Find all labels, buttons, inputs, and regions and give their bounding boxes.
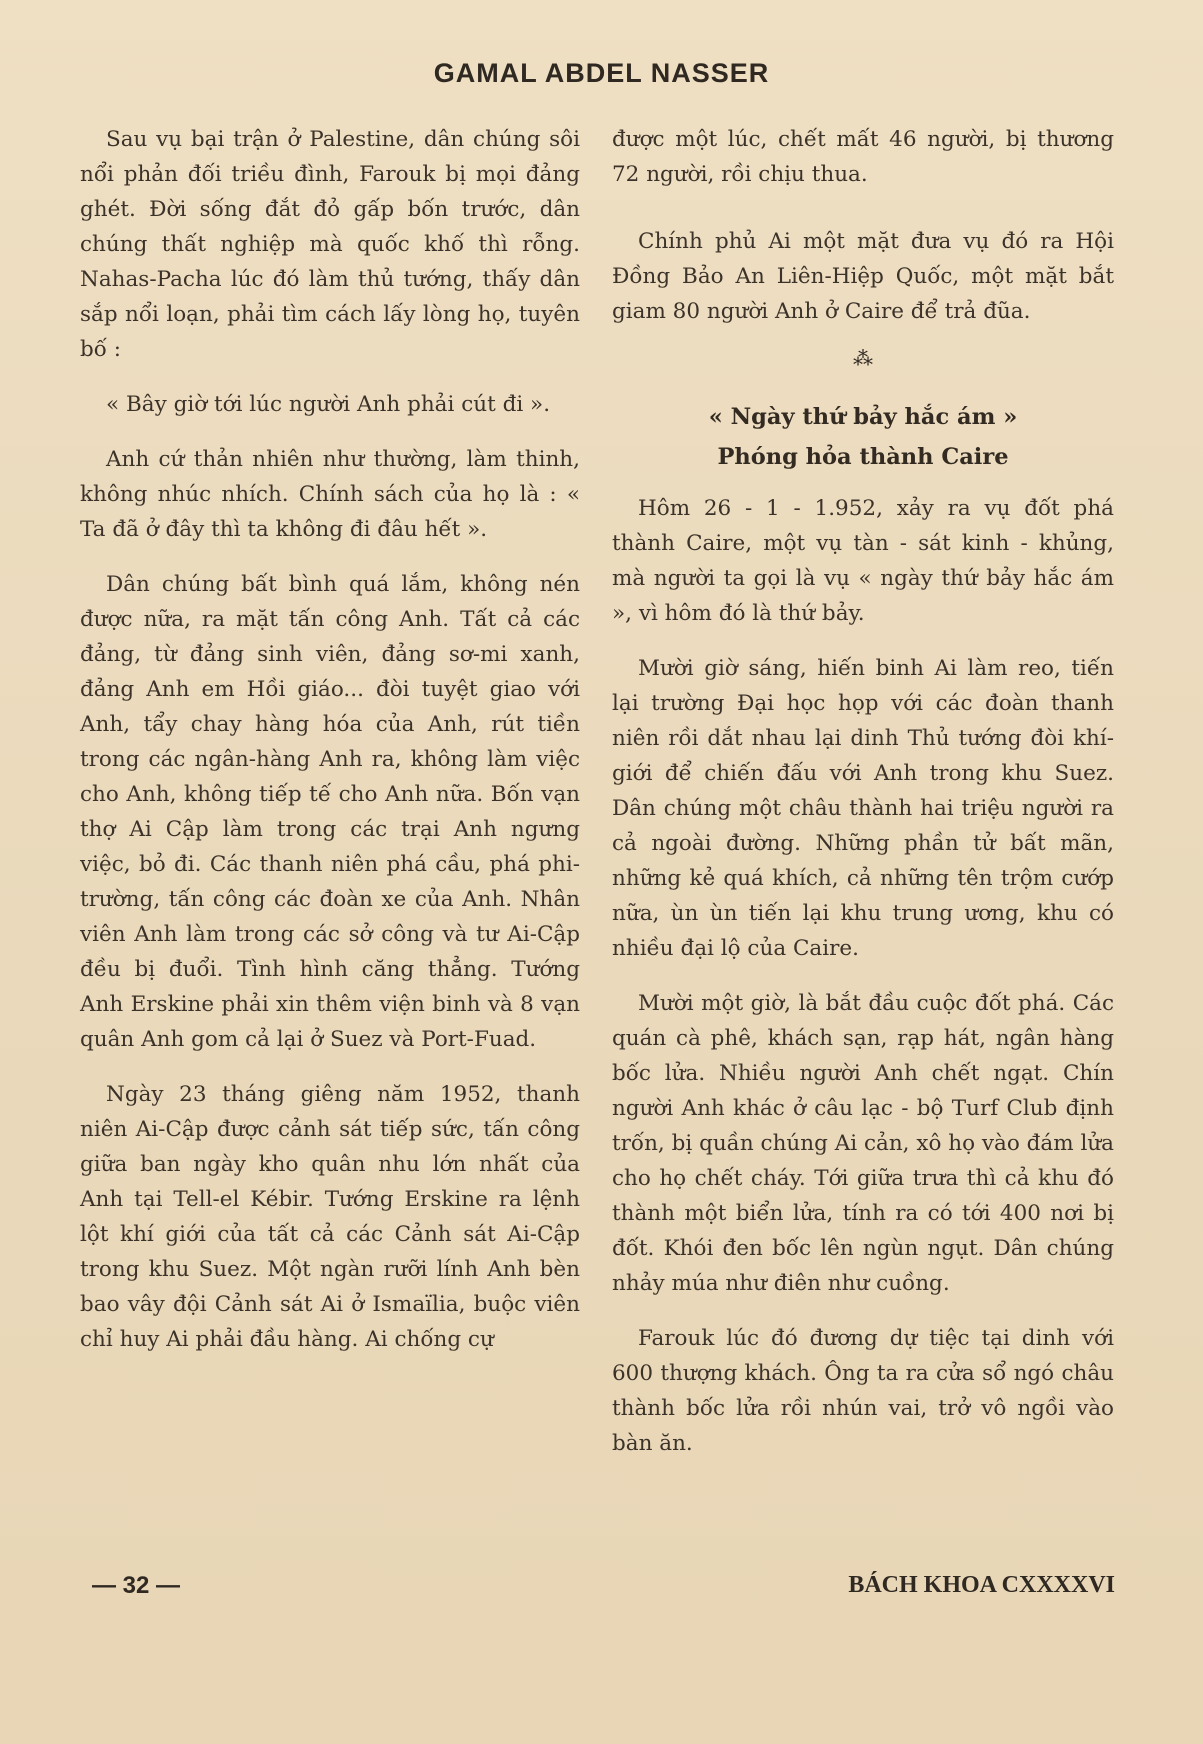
publication-title: BÁCH KHOA CXXXXVI bbox=[848, 1572, 1115, 1598]
paragraph: Chính phủ Ai một mặt đưa vụ đó ra Hội Đồng Bảo An Liên-Hiệp Quốc, một mặt bắt giam 80 người Anh ở Caire để trả đũa. bbox=[612, 229, 1114, 324]
paragraph: Dân chúng bất bình quá lắm, không nén được nữa, ra mặt tấn công Anh. Tất cả các đảng, từ đảng sinh viên, đảng sơ-mi xanh, đảng Anh em Hồi giáo... đòi tuyệt giao với Anh, tẩy chay hàng hóa của Anh, rút tiền trong các ngân-hàng Anh ra, không làm việc cho Anh, không tiếp tế cho Anh nữa. Bốn vạn thợ Ai Cập làm trong các trại Anh ngưng việc, bỏ đi. Các thanh niên phá cầu, phá phi-trường, tấn công các đoàn xe của Anh. Nhân viên Anh làm trong các sở công và tư Ai-Cập đều bị đuổi. Tình hình căng thẳng. Tướng Anh Erskine phải xin thêm viện binh và 8 vạn quân Anh gom cả lại ở Suez và Port-Fuad. bbox=[80, 572, 580, 1052]
section-ornament: ⁂ bbox=[853, 346, 873, 370]
right-column bbox=[612, 122, 1114, 1481]
left-column bbox=[80, 122, 580, 1377]
quote-paragraph: « Bây giờ tới lúc người Anh phải cút đi ». bbox=[106, 392, 551, 417]
paragraph: Sau vụ bại trận ở Palestine, dân chúng sôi nổi phản đối triều đình, Farouk bị mọi đảng ghét. Đời sống đắt đỏ gấp bốn trước, dân chúng thất nghiệp mà quốc khố thì rỗng. Nahas-Pacha lúc đó làm thủ tướng, thấy dân sắp nổi loạn, phải tìm cách lấy lòng họ, tuyên bố : bbox=[80, 127, 580, 362]
running-title: GAMAL ABDEL NASSER bbox=[433, 58, 770, 88]
section-title-line: « Ngày thứ bảy hắc ám » bbox=[708, 404, 1018, 430]
section-subtitle-line: Phóng hỏa thành Caire bbox=[717, 444, 1009, 470]
paragraph: Ngày 23 tháng giêng năm 1952, thanh niên Ai-Cập được cảnh sát tiếp sức, tấn công giữa ban ngày kho quân nhu lớn nhất của Anh tại Tell-el Kébir. Tướng Erskine ra lệnh lột khí giới của tất cả các Cảnh sát Ai-Cập trong khu Suez. Một ngàn rưỡi lính Anh bèn bao vây đội Cảnh sát Ai ở Ismaïlia, buộc viên chỉ huy Ai phải đầu hàng. Ai chống cự bbox=[80, 1082, 580, 1352]
paragraph: Hôm 26 - 1 - 1.952, xảy ra vụ đốt phá thành Caire, một vụ tàn - sát kinh - khủng, mà người ta gọi là vụ « ngày thứ bảy hắc ám », vì hôm đó là thứ bảy. bbox=[612, 496, 1114, 626]
paragraph: Mười một giờ, là bắt đầu cuộc đốt phá. Các quán cà phê, khách sạn, rạp hát, ngân hàng bốc lửa. Nhiều người Anh chết ngạt. Chín người Anh khác ở câu lạc - bộ Turf Club định trốn, bị quần chúng Ai cản, xô họ vào đám lửa cho họ chết cháy. Tới giữa trưa thì cả khu đó thành một biển lửa, tính ra có tới 400 nơi bị đốt. Khói đen bốc lên ngùn ngụt. Dân chúng nhảy múa như điên như cuồng. bbox=[612, 991, 1114, 1296]
paragraph-continued: được một lúc, chết mất 46 người, bị thương 72 người, rồi chịu thua. bbox=[612, 127, 1114, 187]
paragraph: Mười giờ sáng, hiến binh Ai làm reo, tiến lại trường Đại học họp với các đoàn thanh niên rồi dắt nhau lại dinh Thủ tướng đòi khí-giới để chiến đấu với Anh trong khu Suez. Dân chúng một châu thành hai triệu người ra cả ngoài đường. Những phần tử bất mãn, những kẻ quá khích, cả những tên trộm cướp nữa, ùn ùn tiến lại khu trung ương, khu có nhiều đại lộ của Caire. bbox=[612, 656, 1114, 961]
paragraph: Anh cứ thản nhiên như thường, làm thinh, không nhúc nhích. Chính sách của họ là : « Ta đã ở đây thì ta không đi đâu hết ». bbox=[80, 447, 580, 542]
section-title bbox=[612, 397, 1114, 477]
page-number: — 32 — bbox=[92, 1572, 181, 1599]
paragraph: Farouk lúc đó đương dự tiệc tại dinh với 600 thượng khách. Ông ta ra cửa sổ ngó châu thành bốc lửa rồi nhún vai, trở vô ngồi vào bàn ăn. bbox=[612, 1326, 1114, 1456]
